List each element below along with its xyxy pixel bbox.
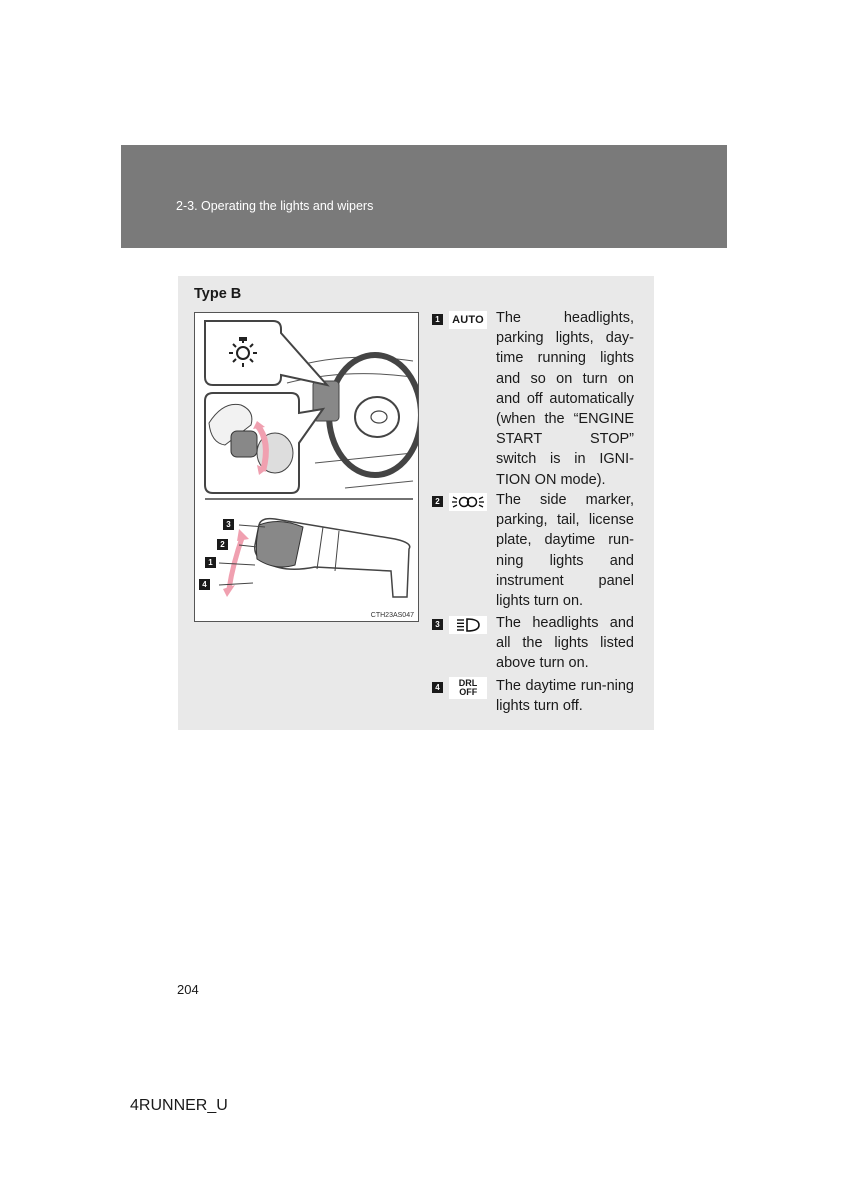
item-number: 3 [432,619,443,630]
figure-label-4: 4 [199,579,210,590]
side-marker-light-icon [449,493,487,511]
item-description: The headlights, parking lights, day-time running lights and so on turn on and off automatically (when the “ENGINE START STOP” switch is in IGNI-TION ON mode). [496,310,634,488]
figure-label-3: 3 [223,519,234,530]
section-title: 2-3. Operating the lights and wipers [176,199,374,213]
model-code: 4RUNNER_U [130,1097,228,1114]
figure-label-2: 2 [217,539,228,550]
type-b-panel [178,276,654,730]
item-number: 2 [432,496,443,507]
auto-label: AUTO [452,314,484,326]
figure-code: CTH23AS047 [370,612,414,619]
headlight-icon [449,616,487,634]
item-description: The daytime run-ning lights turn off. [496,678,634,715]
illustration-drawing [195,313,418,621]
light-switch-illustration [194,312,419,622]
off-label: OFF [459,687,478,697]
item-description: The side marker, parking, tail, license plate, daytime run-ning lights and instrument panel lights turn on. [496,492,634,610]
item-number: 1 [432,314,443,325]
auto-light-icon [449,311,487,329]
drl-label: DRL [458,678,478,688]
item-description: The headlights and all the lights listed above turn on. [496,615,634,672]
item-number: 4 [432,682,443,693]
chapter-header [121,145,727,248]
drl-off-icon [449,677,487,699]
panel-title: Type B [194,286,242,302]
figure-label-1: 1 [205,557,216,568]
page-number: 204 [177,982,199,997]
